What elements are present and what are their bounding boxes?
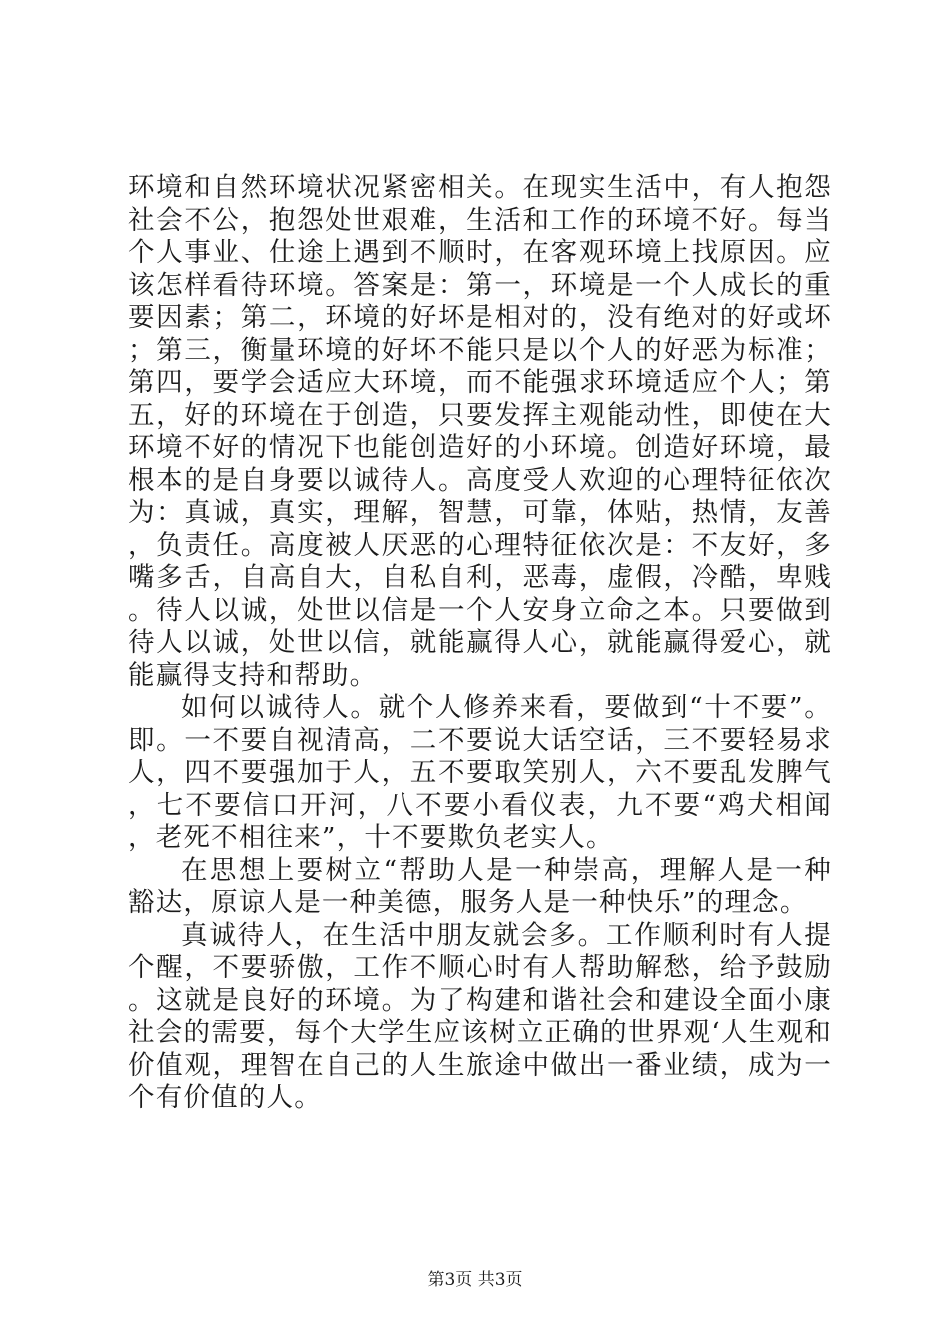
paragraph-3: 在思想上要树立“帮助人是一种崇高，理解人是一种豁达，原谅人是一种美德，服务人是一种快乐”的理念。 xyxy=(128,854,832,918)
paragraph-2: 如何以诚待人。就个人修养来看，要做到“十不要”。即。一不要自视清高，二不要说大话空话，三不要轻易求人，四不要强加于人，五不要取笑别人，六不要乱发脾气，七不要信口开河，八不要小看仪表，九不要“鸡犬相闻，老死不相往来”，十不要欺负老实人。 xyxy=(128,692,832,853)
paragraph-4: 真诚待人，在生活中朋友就会多。工作顺利时有人提个醒，不要骄傲，工作不顺心时有人帮助解愁，给予鼓励。这就是良好的环境。为了构建和谐社会和建设全面小康社会的需要，每个大学生应该树立正确的世界观‘人生观和价值观，理智在自己的人生旅途中做出一番业绩，成为一个有价值的人。 xyxy=(128,919,832,1113)
document-body xyxy=(128,172,832,1115)
paragraph-1: 环境和自然环境状况紧密相关。在现实生活中，有人抱怨社会不公，抱怨处世艰难，生活和工作的环境不好。每当个人事业、仕途上遇到不顺时，在客观环境上找原因。应该怎样看待环境。答案是：第一，环境是一个人成长的重要因素；第二，环境的好坏是相对的，没有绝对的好或坏；第三，衡量环境的好坏不能只是以个人的好恶为标准；第四，要学会适应大环境，而不能强求环境适应个人；第五，好的环境在于创造，只要发挥主观能动性，即使在大环境不好的情况下也能创造好的小环境。创造好环境，最根本的是自身要以诚待人。高度受人欢迎的心理特征依次为：真诚，真实，理解，智慧，可靠，体贴，热情，友善，负责任。高度被人厌恶的心理特征依次是：不友好，多嘴多舌，自高自大，自私自利，恶毒，虚假，冷酷，卑贱。待人以诚，处世以信是一个人安身立命之本。只要做到待人以诚，处世以信，就能赢得人心，就能赢得爱心，就能赢得支持和帮助。 xyxy=(128,172,832,691)
page-number-label: 第3页 共3页 xyxy=(427,1270,523,1290)
page-footer xyxy=(0,1269,950,1291)
